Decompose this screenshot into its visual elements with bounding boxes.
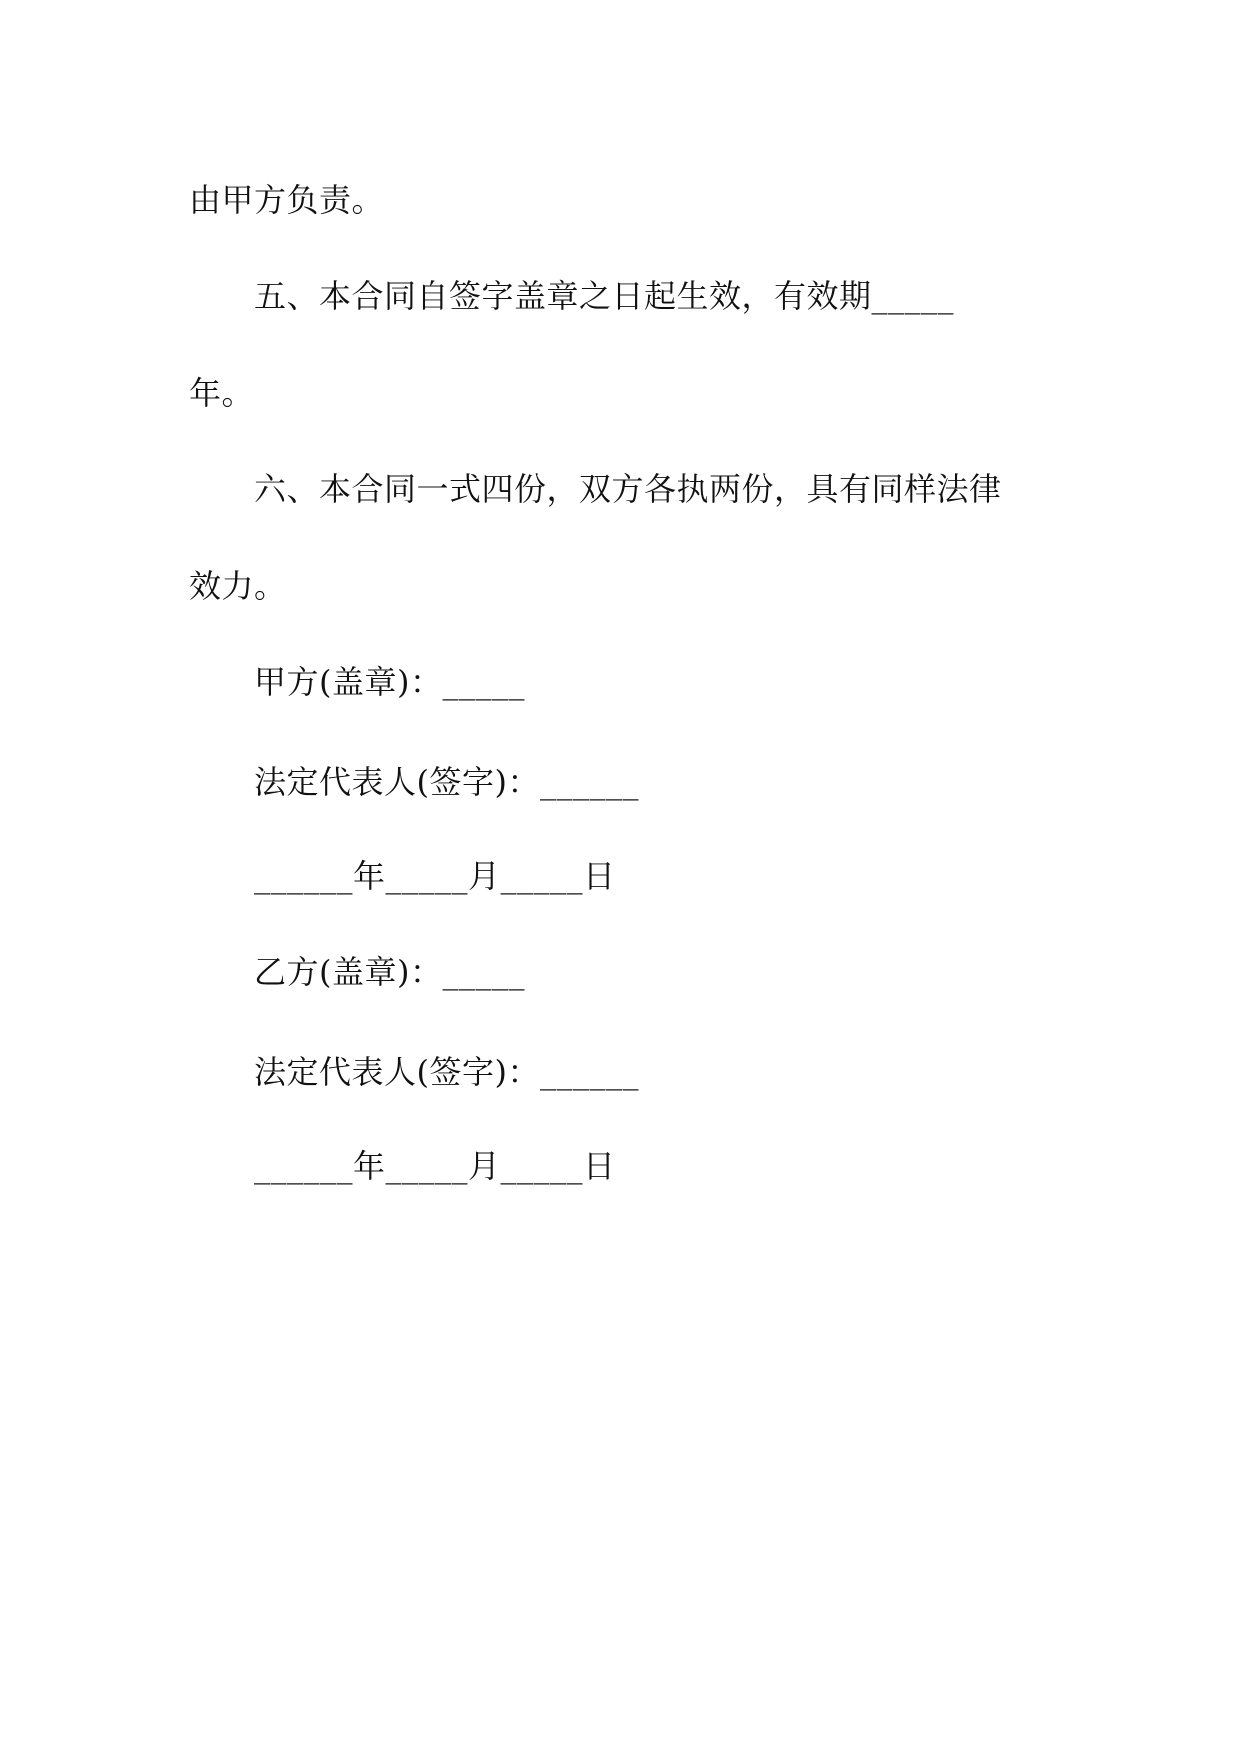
clause-five-continuation: 年。 bbox=[189, 374, 255, 412]
clause-six: 六、本合同一式四份，双方各执两份，具有同样法律 bbox=[254, 470, 1002, 508]
clause-five: 五、本合同自签字盖章之日起生效，有效期_____ bbox=[254, 277, 955, 315]
clause-six-continuation: 效力。 bbox=[189, 567, 287, 605]
party-a-date-line: ______年_____月_____日 bbox=[254, 857, 616, 895]
paragraph-continuation: 由甲方负责。 bbox=[189, 181, 385, 219]
party-b-seal-line: 乙方(盖章)：_____ bbox=[254, 953, 525, 991]
party-a-representative-line: 法定代表人(签字)：______ bbox=[254, 763, 639, 801]
party-a-seal-line: 甲方(盖章)：_____ bbox=[254, 663, 525, 701]
party-b-date-line: ______年_____月_____日 bbox=[254, 1147, 616, 1185]
party-b-representative-line: 法定代表人(签字)：______ bbox=[254, 1053, 639, 1091]
